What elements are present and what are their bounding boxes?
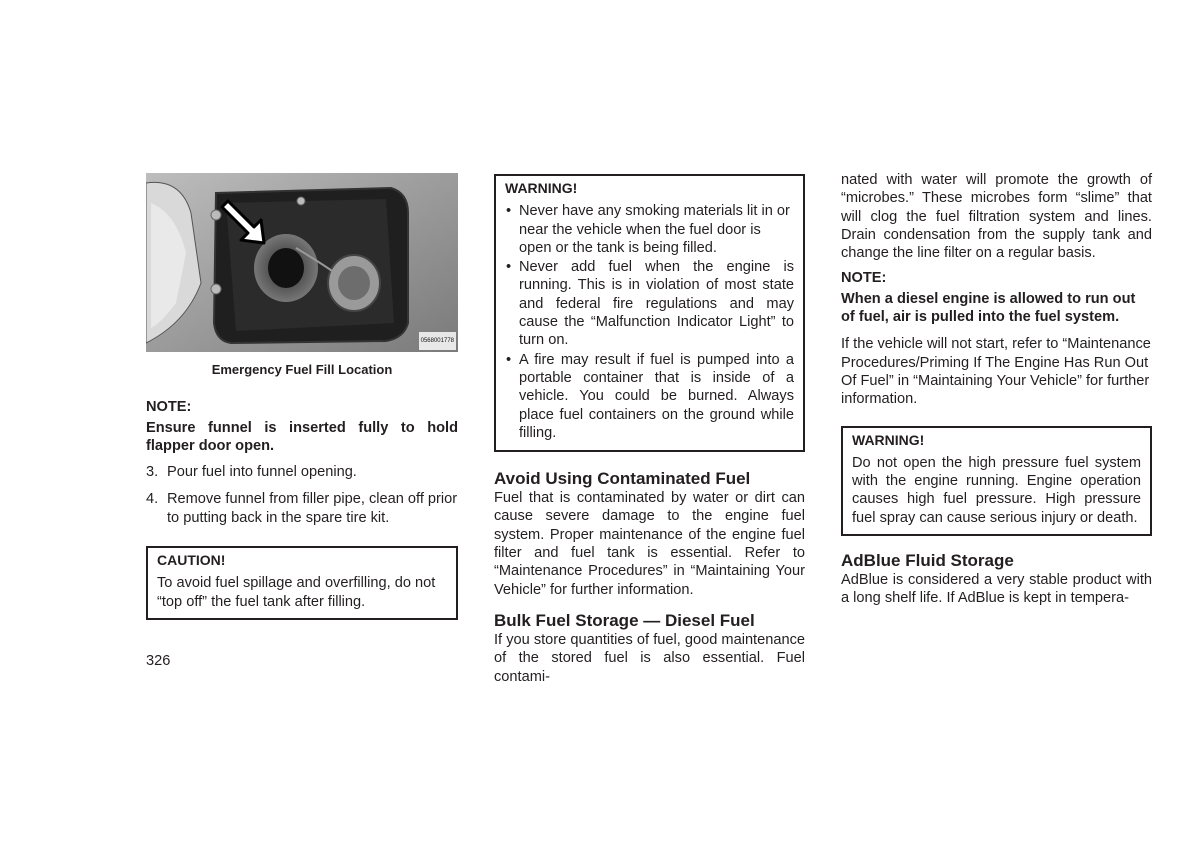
warning-title: WARNING! xyxy=(852,431,925,448)
step-number: 3. xyxy=(146,464,159,481)
step-text: Remove funnel from filler pipe, clean off prior to putting back in the spare tire kit. xyxy=(167,491,458,526)
bullet-icon: • xyxy=(506,351,512,368)
bullet-icon: • xyxy=(506,203,512,220)
page-number: 326 xyxy=(146,653,171,669)
continued-paragraph: nated with water will promote the growth of “microbes.” These microbes form “slime” that will clog the fuel filtration system and lines. Drain condensation from the supply tank and change the line filter on a regular basis. xyxy=(841,172,1152,262)
figure-code: 0568001778 xyxy=(419,332,456,350)
figure-caption: Emergency Fuel Fill Location xyxy=(211,362,393,377)
warning-bullet xyxy=(505,202,794,257)
fuel-filler-photo-illustration xyxy=(146,173,458,352)
caution-box xyxy=(146,546,458,620)
step-number: 4. xyxy=(146,491,159,508)
step-text: Pour fuel into funnel opening. xyxy=(167,464,357,481)
bullet-text: A fire may result if fuel is pumped into a portable container that is inside of a vehicle. You could be burned. Always place fuel containers on the ground while filling. xyxy=(519,351,794,441)
step-item xyxy=(146,463,458,481)
note-heading: NOTE: xyxy=(146,399,192,416)
caution-title: CAUTION! xyxy=(157,552,226,569)
section-heading: Avoid Using Contaminated Fuel xyxy=(494,469,751,489)
note-body: Ensure funnel is inserted fully to hold flapper door open. xyxy=(146,419,458,454)
column-middle xyxy=(494,174,805,686)
warning-text: Do not open the high pressure fuel system with the engine running. Engine operation causes high fuel pressure. High pressure fuel spray can cause serious injury or death. xyxy=(852,454,1141,526)
section-paragraph: AdBlue is considered a very stable product with a long shelf life. If AdBlue is kept in tempera- xyxy=(841,572,1152,607)
bullet-icon: • xyxy=(506,259,512,276)
section-paragraph: If you store quantities of fuel, good maintenance of the stored fuel is also essential. Fuel contami- xyxy=(494,631,805,685)
section-heading: AdBlue Fluid Storage xyxy=(841,551,1014,571)
section-heading: Bulk Fuel Storage — Diesel Fuel xyxy=(494,610,755,630)
bullet-text: Never have any smoking materials lit in or near the vehicle when the fuel door is open or the tank is being filled. xyxy=(519,203,790,256)
warning-bullet-list xyxy=(505,202,794,442)
step-item xyxy=(146,490,458,527)
warning-box xyxy=(841,426,1152,536)
column-left xyxy=(146,173,458,620)
warning-bullet xyxy=(505,258,794,349)
bullet-text: Never add fuel when the engine is running. This is in violation of most state and federal fire regulations and may cause the “Malfunction Indicator Light” to turn on. xyxy=(519,259,794,349)
warning-title: WARNING! xyxy=(505,180,578,196)
section-paragraph: Fuel that is contaminated by water or dirt can cause severe damage to the engine fuel system. Proper maintenance of the engine fuel filter and fuel tank is essential. Refer to “Maintenance Procedures” in “Maintaining Your Vehicle” for further information. xyxy=(494,490,805,598)
step-list xyxy=(146,463,458,527)
fuel-fill-figure xyxy=(146,173,458,352)
note-heading: NOTE: xyxy=(841,270,887,287)
warning-bullet xyxy=(505,351,794,442)
note-body: When a diesel engine is allowed to run out of fuel, air is pulled into the fuel system. xyxy=(841,290,1136,326)
body-paragraph: If the vehicle will not start, refer to “Maintenance Procedures/Priming If The Engine Has Run Out Of Fuel” in “Maintaining Your Vehicle” for further information. xyxy=(841,336,1151,408)
warning-box xyxy=(494,174,805,452)
column-right xyxy=(841,171,1152,608)
caution-text: To avoid fuel spillage and overfilling, do not “top off” the fuel tank after filling. xyxy=(157,575,436,610)
